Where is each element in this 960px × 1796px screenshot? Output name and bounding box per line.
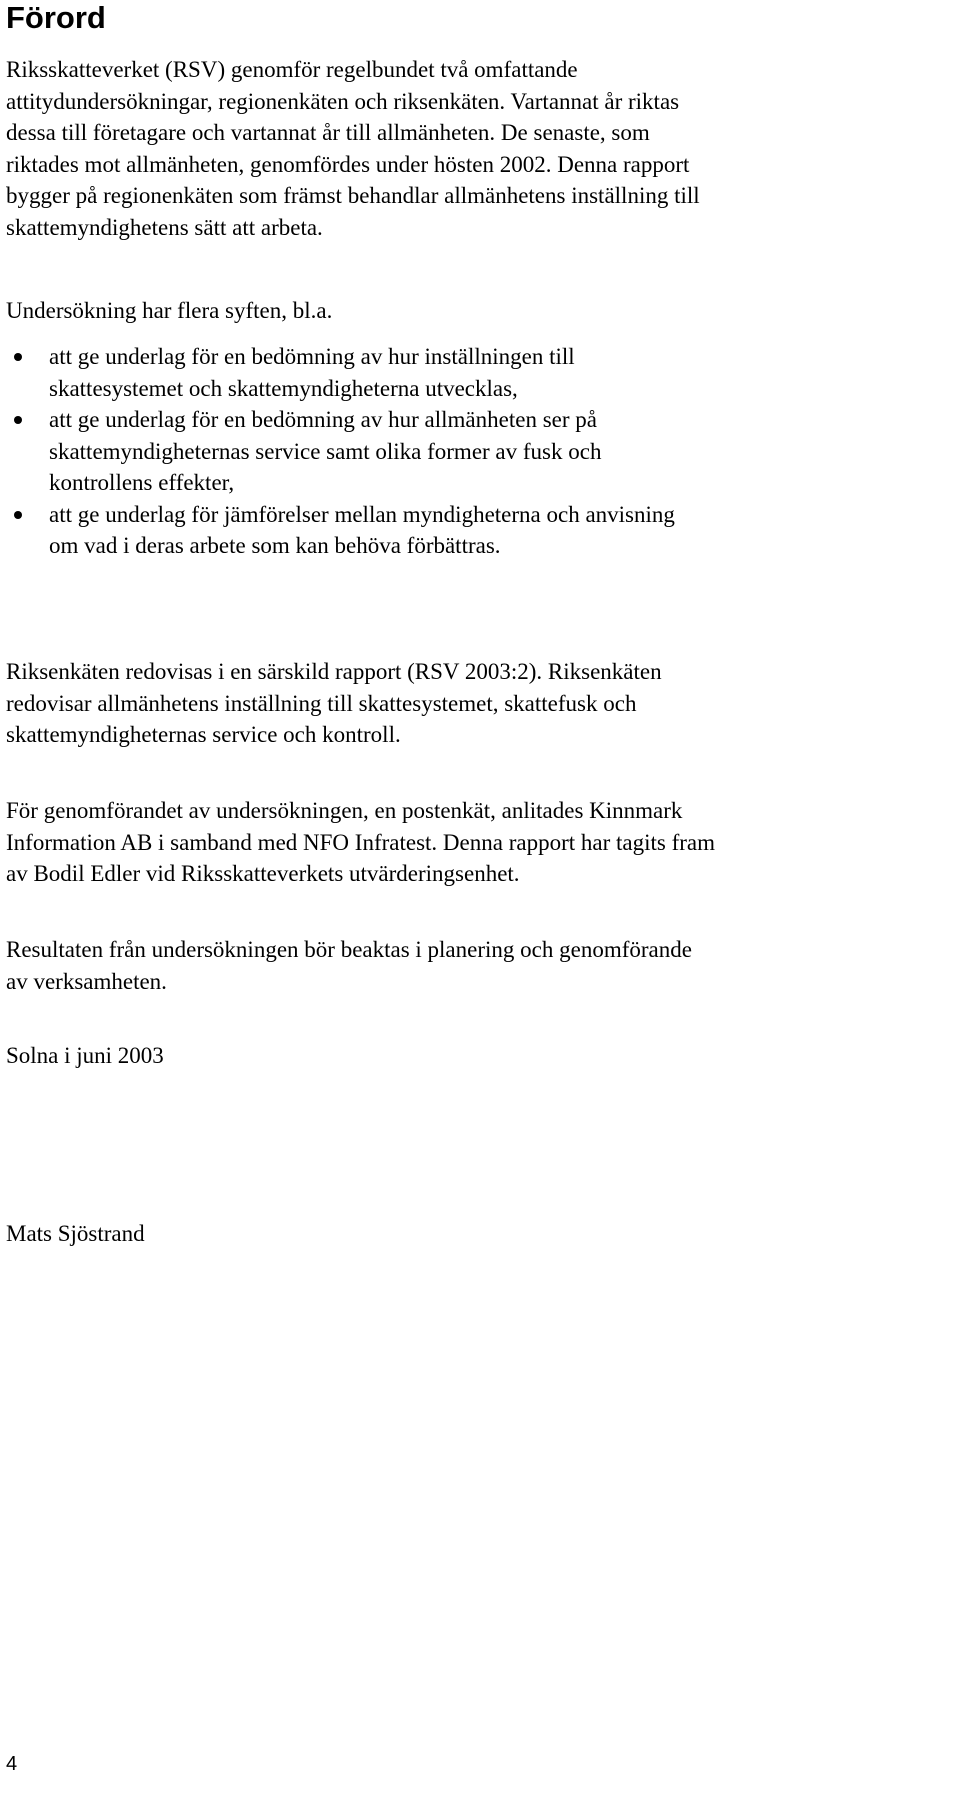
list-item-line: om vad i deras arbete som kan behöva förbättras.: [49, 533, 501, 558]
list-item: [0, 404, 960, 499]
bullet-icon: [14, 416, 22, 424]
list-item-line: skattesystemet och skattemyndigheterna utvecklas,: [49, 375, 518, 401]
intro-line: Riksskatteverket (RSV) genomför regelbundet två omfattande: [6, 57, 578, 82]
results-paragraph: [6, 934, 954, 997]
signature: Mats Sjöstrand: [6, 1221, 145, 1246]
intro-line: dessa till företagare och vartannat år till allmänheten. De senaste, som: [6, 120, 650, 145]
place-date: Solna i juni 2003: [6, 1043, 164, 1068]
list-item: [0, 341, 960, 404]
bullet-icon: [14, 511, 22, 519]
list-item-line: att ge underlag för jämförelser mellan myndigheterna och anvisning: [49, 501, 675, 527]
page-number: 4: [6, 1753, 18, 1775]
purpose-list: [0, 341, 960, 562]
paragraph-line: redovisar allmänhetens inställning till skattesystemet, skattefusk och: [6, 690, 637, 716]
intro-line: riktades mot allmänheten, genomfördes under hösten 2002. Denna rapport: [6, 151, 690, 177]
paragraph-line: För genomförandet av undersökningen, en postenkät, anlitades Kinnmark: [6, 798, 683, 823]
paragraph-line: av verksamheten.: [6, 968, 167, 994]
list-item-line: kontrollens effekter,: [49, 470, 235, 495]
execution-paragraph: [6, 795, 954, 890]
paragraph-line: Riksenkäten redovisas i en särskild rapport (RSV 2003:2). Riksenkäten: [6, 659, 662, 684]
list-item-line: att ge underlag för en bedömning av hur inställningen till: [49, 344, 575, 369]
intro-line: bygger på regionenkäten som främst behandlar allmänhetens inställning till: [6, 183, 700, 208]
intro-line: attitydundersökningar, regionenkäten och riksenkäten. Vartannat år riktas: [6, 88, 680, 114]
intro-paragraph: [6, 54, 954, 243]
purpose-intro: Undersökning har flera syften, bl.a.: [6, 298, 333, 323]
paragraph-line: Resultaten från undersökningen bör beaktas i planering och genomförande: [6, 937, 692, 962]
paragraph-line: Information AB i samband med NFO Infratest. Denna rapport har tagits fram: [6, 829, 715, 855]
page-title: Förord: [6, 0, 106, 35]
paragraph-line: skattemyndigheternas service och kontroll.: [6, 722, 401, 747]
list-item-line: att ge underlag för en bedömning av hur allmänheten ser på: [49, 407, 597, 432]
riksenkaten-paragraph: [6, 656, 954, 751]
intro-line: skattemyndighetens sätt att arbeta.: [6, 214, 323, 240]
list-item: [0, 499, 960, 562]
list-item-line: skattemyndigheternas service samt olika former av fusk och: [49, 438, 602, 464]
bullet-icon: [14, 353, 22, 361]
paragraph-line: av Bodil Edler vid Riksskatteverkets utvärderingsenhet.: [6, 861, 520, 886]
